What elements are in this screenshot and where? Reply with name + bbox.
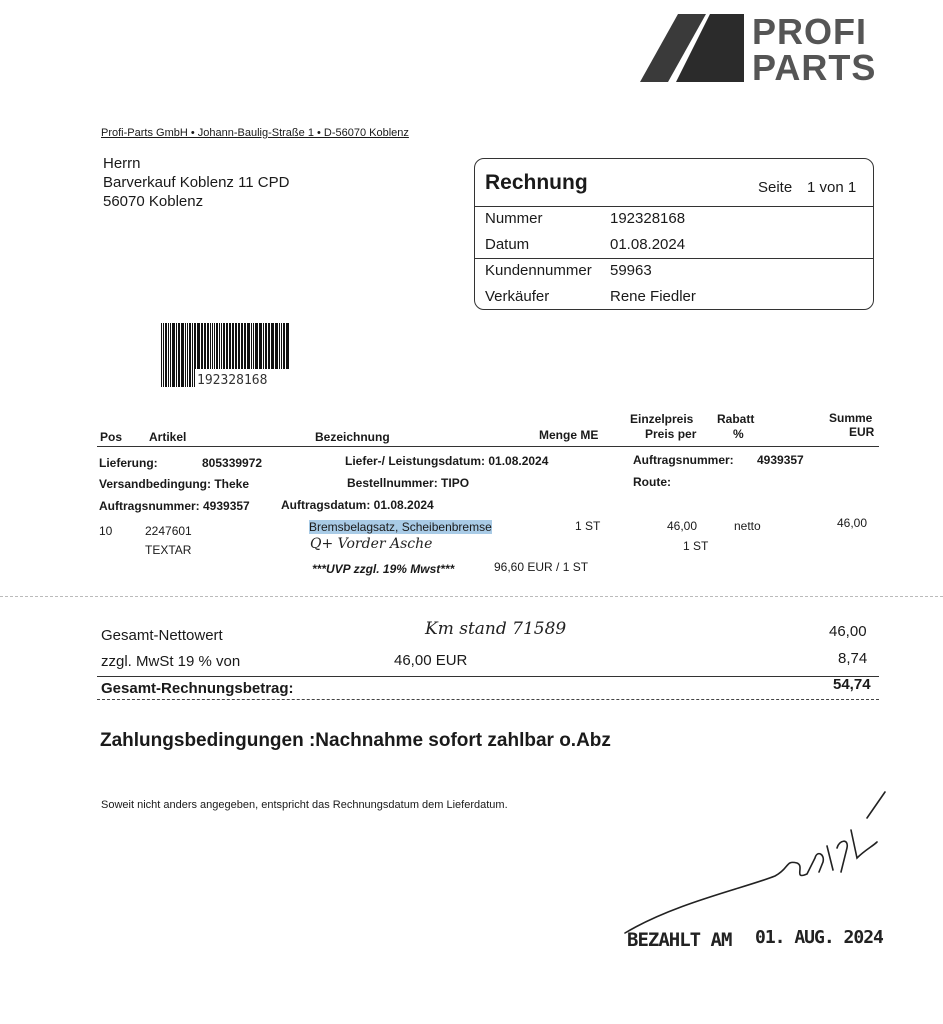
- invoice-info-box: [474, 158, 874, 310]
- recipient-name: Barverkauf Koblenz 11 CPD: [103, 174, 290, 191]
- item-rabatt: netto: [734, 519, 761, 533]
- netto-label: Gesamt-Nettowert: [101, 627, 223, 644]
- mwst-label: zzgl. MwSt 19 % von: [101, 653, 241, 670]
- header-preis-per: Preis per: [645, 427, 697, 441]
- signature: [615, 788, 890, 948]
- auftragsdatum: Auftragsdatum: 01.08.2024: [281, 498, 434, 512]
- lieferung-label: Lieferung:: [99, 456, 158, 470]
- netto-value: 46,00: [829, 623, 867, 640]
- header-eur: EUR: [849, 425, 875, 439]
- customer-number: 59963: [610, 262, 652, 279]
- versandbedingung: Versandbedingung: Theke: [99, 477, 250, 491]
- customer-label: Kundennummer: [485, 262, 592, 279]
- item-artikel: 2247601: [145, 524, 192, 538]
- scan-divider: [0, 596, 943, 597]
- header-bezeichnung: Bezeichnung: [315, 430, 390, 444]
- handwritten-item-note: Q+ Vorder Asche: [310, 536, 433, 552]
- header-menge: Menge ME: [539, 428, 599, 442]
- auftragsnummer-right-value: 4939357: [757, 453, 804, 467]
- invoice-date: 01.08.2024: [610, 236, 686, 253]
- recipient-city: 56070 Koblenz: [103, 193, 204, 210]
- header-artikel: Artikel: [149, 430, 187, 444]
- page-label: Seite: [758, 179, 793, 196]
- footnote: Soweit nicht anders angegeben, entspricht das Rechnungsdatum dem Lieferdatum.: [101, 799, 508, 811]
- barcode-number: 192328168: [197, 373, 268, 387]
- mwst-base: 46,00 EUR: [394, 652, 468, 669]
- page-value: 1 von 1: [807, 179, 857, 196]
- paid-stamp-label: BEZAHLT AM: [627, 929, 732, 951]
- item-summe: 46,00: [837, 516, 868, 530]
- date-label: Datum: [485, 236, 530, 253]
- recipient-salutation: Herrn: [103, 155, 141, 172]
- gesamt-label: Gesamt-Rechnungsbetrag:: [101, 680, 294, 697]
- uvp-label: ***UVP zzgl. 19% Mwst***: [312, 562, 455, 576]
- svg-text:PROFI: PROFI: [752, 11, 868, 52]
- paid-stamp-date: 01. AUG. 2024: [755, 927, 883, 948]
- mwst-value: 8,74: [838, 650, 868, 667]
- item-bezeichnung[interactable]: [309, 520, 492, 534]
- header-rabatt-pct: %: [733, 427, 744, 441]
- lieferung-value: 805339972: [202, 456, 263, 470]
- auftragsnummer-right-label: Auftragsnummer:: [633, 453, 734, 467]
- item-bezeichnung-highlight: Bremsbelagsatz, Scheibenbremse: [309, 520, 492, 534]
- header-divider: [97, 446, 879, 447]
- auftragsnummer-left: Auftragsnummer: 4939357: [99, 499, 250, 513]
- seller-label: Verkäufer: [485, 288, 550, 305]
- bestellnummer: Bestellnummer: TIPO: [347, 476, 470, 490]
- number-label: Nummer: [485, 210, 543, 227]
- invoice-barcode: [159, 323, 291, 387]
- route: Route:: [633, 475, 671, 489]
- item-per: 1 ST: [683, 539, 709, 553]
- header-pos: Pos: [100, 430, 123, 444]
- header-rabatt: Rabatt: [717, 412, 755, 426]
- svg-text:PARTS: PARTS: [752, 47, 877, 84]
- item-hersteller: TEXTAR: [145, 543, 192, 557]
- sender-address: Profi-Parts GmbH • Johann-Baulig-Straße 1 • D-56070 Koblenz: [101, 127, 409, 139]
- seller-name: Rene Fiedler: [610, 288, 696, 305]
- totals-divider: [97, 676, 879, 677]
- header-summe: Summe: [829, 411, 873, 425]
- invoice-title: Rechnung: [485, 171, 588, 194]
- handwritten-km-note: Km stand 71589: [425, 619, 567, 639]
- uvp-value: 96,60 EUR / 1 ST: [494, 560, 589, 574]
- item-menge: 1 ST: [575, 519, 601, 533]
- gesamt-value: 54,74: [833, 676, 871, 693]
- leistungsdatum: Liefer-/ Leistungsdatum: 01.08.2024: [345, 454, 549, 468]
- invoice-number: 192328168: [610, 210, 686, 227]
- header-einzelpreis: Einzelpreis: [630, 412, 694, 426]
- total-dashed-line: [97, 699, 879, 700]
- payment-terms: Zahlungsbedingungen :Nachnahme sofort zahlbar o.Abz: [100, 730, 611, 751]
- profi-parts-logo: [640, 10, 880, 84]
- item-pos: 10: [99, 524, 113, 538]
- item-einzelpreis: 46,00: [667, 519, 698, 533]
